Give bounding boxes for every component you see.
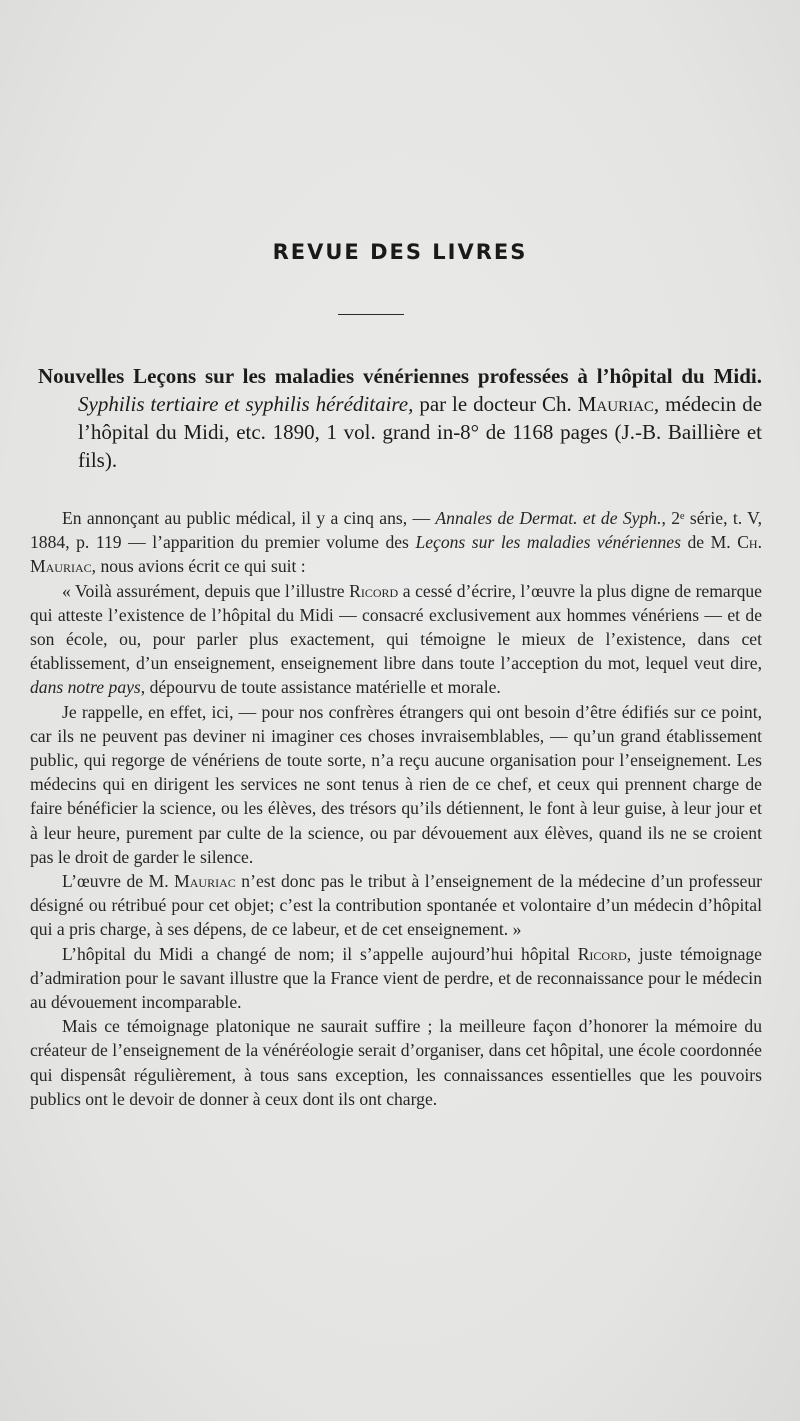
- title-divider: [338, 314, 404, 315]
- p5-text-c: , juste témoignage d’admiration pour le savant illustre que la France vient de perdre, et de reconnaissance pour le médecin au dévouement incomparable.: [30, 943, 762, 1013]
- book-details: médecin de l’hôpital du Midi, etc. 1890, 1 vol. grand in-8° de 1168 pages (J.-B. Baillière et fils).: [78, 392, 763, 472]
- p5-ricord: Ricord: [577, 943, 627, 964]
- p1-text-a: En annonçant au public médical, il y a cinq ans, —: [62, 508, 436, 528]
- p1-text-c: , 2ᵉ série, t. V, 1884, p. 119 — l’apparition du premier volume des: [30, 508, 762, 553]
- p2-text-c: a cessé d’écrire, l’œuvre la plus digne de remarque qui atteste l’existence de l’hôpital du Midi — consacré exclusivement aux hommes vénériens — et de son école, ou, pour parler plus exactement, qui témoigne le mieux de l’existence, dans cet établissement, d’un enseignement, enseignement libre dans toute l’acception du mot, lequel veut dire,: [30, 580, 762, 674]
- book-heading: [38, 362, 762, 474]
- paragraph-4: [30, 869, 762, 942]
- p2-emphasis: dans notre pays: [30, 677, 141, 698]
- p2-ricord: Ricord: [349, 580, 399, 601]
- book-subtitle: Syphilis tertiaire et syphilis héréditaire,: [78, 392, 414, 416]
- p1-text-g: , nous avions écrit ce qui suit :: [91, 556, 306, 577]
- book-author: Mauriac,: [577, 392, 660, 416]
- p1-author: Ch. Mauriac: [30, 532, 762, 577]
- p4-text-c: n’est donc pas le tribut à l’enseignement de la médecine d’un professeur désigné ou rétribué pour cet objet; c’est la contribution spontanée et volontaire d’un médecin d’hôpital qui a pris charge, à ses dépens, de ce labeur, et de cet enseignement. »: [30, 871, 762, 940]
- p1-journal: Annales de Dermat. et de Syph.: [435, 508, 662, 528]
- p4-text-a: L’œuvre de M.: [62, 871, 175, 892]
- book-title: Nouvelles Leçons sur les maladies vénériennes professées à l’hôpital du Midi.: [38, 364, 762, 388]
- paragraph-3: Je rappelle, en effet, ici, — pour nos confrères étrangers qui ont besoin d’être édifiés sur ce point, car ils ne peuvent pas deviner ni imaginer ces choses invraisemblables, — qu’un grand établissement public, qui regorge de vénériens de toute sorte, n’a reçu aucune organisation pour l’enseignement. Les médecins qui en dirigent les services ne sont tenus à rien de ce chef, et ceux qui prennent charge de faire bénéficier la science, ou les élèves, des trésors qu’ils détiennent, le font à leur guise, à leur jour et à leur heure, purement par culte de la science, ou par dévouement aux élèves, quand ils ne se croient pas le droit de garder le silence.: [30, 701, 762, 867]
- review-body: [30, 506, 762, 1111]
- section-title: REVUE DES LIVRES: [272, 240, 528, 264]
- p2-text-a: « Voilà assurément, depuis que l’illustre: [62, 580, 350, 601]
- paragraph-1: [30, 506, 762, 579]
- p1-text-e: de M.: [680, 532, 738, 553]
- paragraph-2: [30, 579, 762, 700]
- p4-author: Mauriac: [174, 871, 236, 892]
- paragraph-6: Mais ce témoignage platonique ne saurait suffire ; la meilleure façon d’honorer la mémoire du créateur de l’enseignement de la vénéréologie serait d’organiser, dans cet hôpital, une école coordonnée qui dispensât régulièrement, à tous sans exception, les connaissances essentielles que les pouvoirs publics ont le devoir de donner à ceux dont ils ont charge.: [30, 1016, 762, 1109]
- p5-text-a: L’hôpital du Midi a changé de nom; il s’appelle aujourd’hui hôpital: [62, 943, 578, 964]
- paragraph-5: [30, 942, 762, 1015]
- p2-text-e: , dépourvu de toute assistance matérielle et morale.: [140, 677, 501, 698]
- p1-work-title: Leçons sur les maladies vénériennes: [415, 532, 681, 553]
- book-by: par le docteur Ch.: [419, 392, 572, 416]
